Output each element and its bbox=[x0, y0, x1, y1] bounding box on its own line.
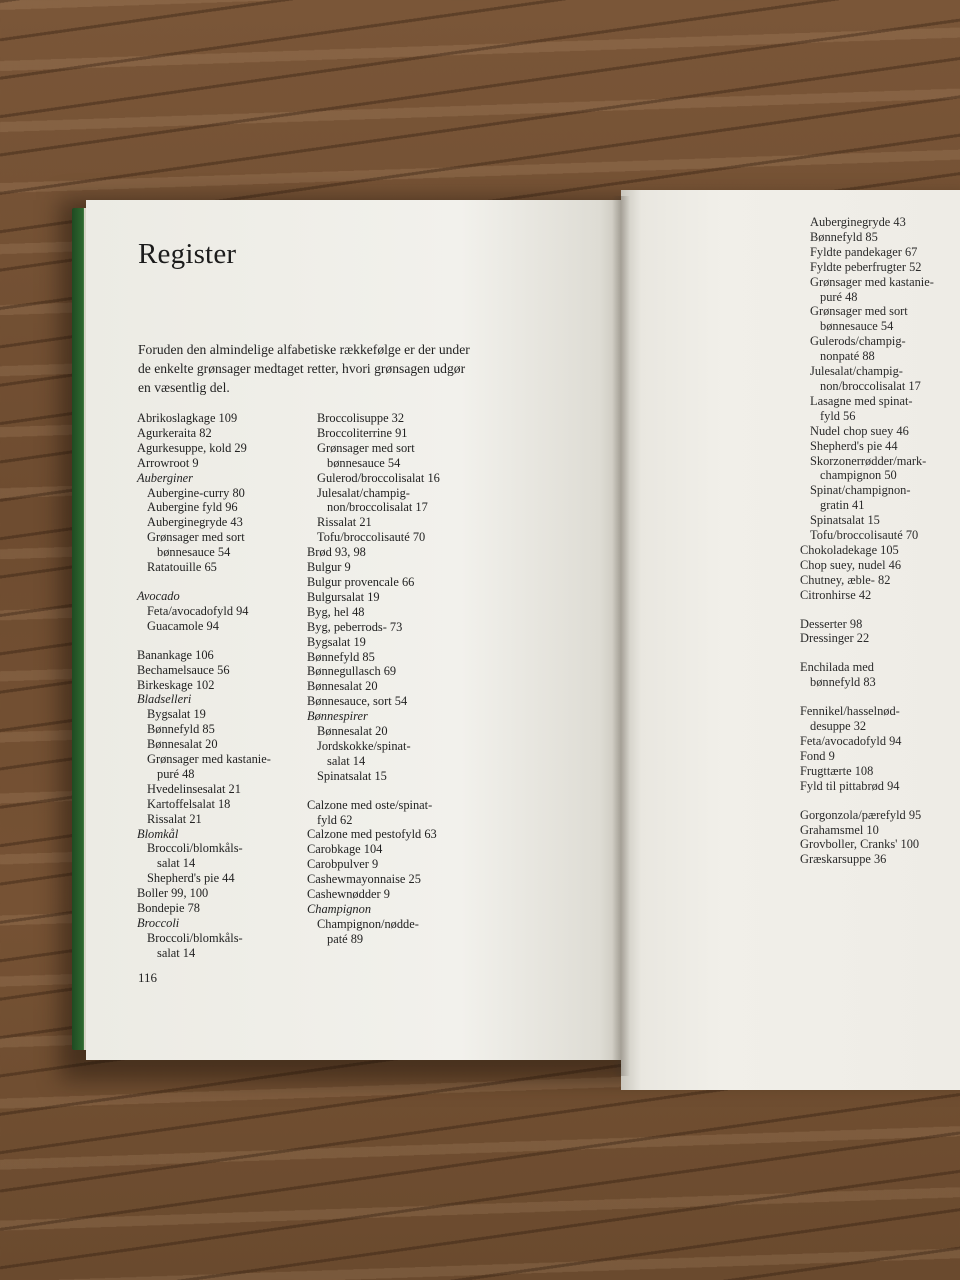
index-heading: Bønnespirer bbox=[307, 709, 368, 724]
index-entry: salat 14 bbox=[327, 753, 366, 768]
index-entry: Desserter 98 bbox=[800, 616, 863, 631]
index-entry: Carobkage 104 bbox=[307, 842, 383, 857]
index-entry: Guacamole 94 bbox=[147, 618, 219, 633]
index-entry: Lasagne med spinat- bbox=[810, 393, 913, 408]
index-entry: Banankage 106 bbox=[137, 647, 214, 662]
index-heading: Champignon bbox=[307, 902, 372, 916]
book-gutter bbox=[612, 196, 630, 1076]
index-entry: Feta/avocadofyld 94 bbox=[147, 603, 249, 618]
index-column-right-page bbox=[800, 215, 960, 867]
index-entry: fyld 62 bbox=[317, 812, 353, 827]
index-entry: Broccoliterrine 91 bbox=[317, 425, 408, 440]
index-spacer bbox=[307, 784, 477, 798]
index-entry: bønnesauce 54 bbox=[327, 455, 401, 470]
index-entry: Bondepie 78 bbox=[137, 901, 200, 916]
index-entry: Fyldte peberfrugter 52 bbox=[810, 259, 922, 274]
index-column-1 bbox=[137, 411, 307, 961]
index-entry: Bønnegullasch 69 bbox=[307, 664, 397, 679]
index-entry: nonpaté 88 bbox=[820, 349, 875, 364]
index-spacer bbox=[800, 603, 960, 617]
index-entry: Fyld til pittabrød 94 bbox=[800, 778, 900, 793]
index-column-2 bbox=[307, 411, 477, 947]
index-entry: champignon 50 bbox=[820, 468, 897, 483]
index-entry: Bulgur 9 bbox=[307, 560, 351, 575]
index-entry: Bønnesauce, sort 54 bbox=[307, 694, 408, 709]
index-heading: Auberginer bbox=[137, 470, 193, 485]
index-entry: Ratatouille 65 bbox=[147, 560, 217, 575]
index-entry: Boller 99, 100 bbox=[137, 886, 209, 901]
index-entry: Grønsager med kastanie- bbox=[810, 274, 934, 289]
index-entry: Aubergine fyld 96 bbox=[147, 500, 238, 515]
index-entry: Shepherd's pie 44 bbox=[810, 438, 898, 453]
index-heading: Avocado bbox=[137, 588, 180, 603]
index-entry: Tofu/broccolisauté 70 bbox=[317, 530, 426, 545]
index-entry: Byg, hel 48 bbox=[307, 604, 365, 619]
index-entry: Nudel chop suey 46 bbox=[810, 423, 909, 438]
index-entry: Bønnesalat 20 bbox=[307, 679, 378, 694]
index-entry: Julesalat/champig- bbox=[317, 485, 410, 500]
index-entry: Champignon/nødde- bbox=[317, 916, 419, 931]
index-entry: non/broccolisalat 17 bbox=[327, 500, 428, 515]
index-entry: non/broccolisalat 17 bbox=[820, 378, 921, 393]
index-entry: Spinatsalat 15 bbox=[317, 768, 387, 783]
index-entry: Chop suey, nudel 46 bbox=[800, 557, 902, 572]
index-heading: Bladselleri bbox=[137, 692, 192, 707]
intro-paragraph: Foruden den almindelige alfabetiske rækkefølge er der under de enkelte grønsager medtaget retter, hvori grønsagen udgør en væsentlig del. bbox=[138, 342, 470, 395]
index-entry: Enchilada med bbox=[800, 660, 874, 675]
index-entry: Gulerod/broccolisalat 16 bbox=[317, 470, 440, 485]
index-entry: Bønnesalat 20 bbox=[147, 737, 218, 752]
index-entry: Feta/avocadofyld 94 bbox=[800, 734, 902, 748]
index-entry: Agurkesuppe, kold 29 bbox=[137, 440, 247, 455]
index-heading: Blomkål bbox=[137, 826, 179, 841]
index-entry: Julesalat/champig- bbox=[810, 364, 903, 379]
index-entry: Frugttærte 108 bbox=[800, 763, 874, 778]
index-entry: Arrowroot 9 bbox=[137, 455, 199, 470]
index-entry: Gulerods/champig- bbox=[810, 334, 906, 349]
index-entry: Tofu/broccolisauté 70 bbox=[810, 528, 919, 543]
index-entry: Citronhirse 42 bbox=[800, 587, 872, 602]
index-spacer bbox=[800, 646, 960, 660]
index-entry: Grønsager med kastanie- bbox=[147, 752, 271, 767]
index-entry: Agurkeraita 82 bbox=[137, 425, 212, 440]
index-entry: Shepherd's pie 44 bbox=[147, 871, 235, 886]
index-entry: Bønnefyld 85 bbox=[307, 649, 375, 664]
index-entry: Gorgonzola/pærefyld 95 bbox=[800, 807, 922, 822]
index-entry: Rissalat 21 bbox=[317, 515, 372, 530]
index-entry: gratin 41 bbox=[820, 498, 865, 513]
index-spacer bbox=[137, 634, 307, 648]
index-entry: Hvedelinsesalat 21 bbox=[147, 781, 241, 796]
index-entry: Bygsalat 19 bbox=[147, 707, 206, 722]
index-entry: Skorzonerrødder/mark- bbox=[810, 453, 927, 468]
index-spacer bbox=[137, 575, 307, 589]
index-entry: Kartoffelsalat 18 bbox=[147, 796, 231, 811]
index-spacer bbox=[800, 690, 960, 704]
index-entry: Fond 9 bbox=[800, 748, 835, 763]
index-entry: Bechamelsauce 56 bbox=[137, 662, 230, 677]
index-entry: Grovboller, Cranks' 100 bbox=[800, 837, 920, 852]
index-entry: Brød 93, 98 bbox=[307, 545, 366, 560]
index-entry: Bønnefyld 85 bbox=[147, 722, 215, 737]
index-entry: Bønnefyld 85 bbox=[810, 229, 878, 244]
index-entry: Broccoli/blomkåls- bbox=[147, 930, 243, 945]
index-entry: Carobpulver 9 bbox=[307, 857, 379, 872]
index-entry: Byg, peberrods- 73 bbox=[307, 619, 403, 634]
page-number: 116 bbox=[138, 970, 158, 985]
index-entry: Grønsager med sort bbox=[317, 440, 415, 455]
index-entry: Fennikel/hasselnød- bbox=[800, 704, 900, 719]
index-spacer bbox=[800, 794, 960, 808]
index-entry: fyld 56 bbox=[820, 408, 856, 423]
index-entry: bønnesauce 54 bbox=[157, 545, 231, 560]
index-entry: Spinat/champignon- bbox=[810, 483, 911, 498]
index-entry: Auberginegryde 43 bbox=[810, 215, 906, 229]
index-entry: bønnefyld 83 bbox=[810, 675, 876, 690]
index-entry: Dressinger 22 bbox=[800, 631, 870, 646]
index-entry: Broccolisuppe 32 bbox=[317, 411, 405, 425]
index-entry: salat 14 bbox=[157, 856, 196, 871]
index-entry: Aubergine-curry 80 bbox=[147, 485, 245, 500]
index-entry: Bygsalat 19 bbox=[307, 634, 366, 649]
index-entry: Cashewnødder 9 bbox=[307, 887, 390, 902]
index-entry: Chutney, æble- 82 bbox=[800, 572, 891, 587]
index-entry: desuppe 32 bbox=[810, 719, 867, 734]
index-entry: puré 48 bbox=[157, 766, 195, 781]
index-entry: Græskarsuppe 36 bbox=[800, 852, 887, 867]
index-heading: Broccoli bbox=[137, 916, 180, 930]
index-entry: Bulgursalat 19 bbox=[307, 589, 380, 604]
index-entry: Birkeskage 102 bbox=[137, 677, 215, 692]
index-entry: Fyldte pandekager 67 bbox=[810, 244, 918, 259]
index-entry: salat 14 bbox=[157, 945, 196, 960]
page-title: Register bbox=[138, 238, 237, 270]
index-entry: paté 89 bbox=[327, 931, 364, 946]
index-entry: Broccoli/blomkåls- bbox=[147, 841, 243, 856]
index-entry: Bønnesalat 20 bbox=[317, 724, 388, 739]
index-entry: Jordskokke/spinat- bbox=[317, 738, 411, 753]
index-entry: Abrikoslagkage 109 bbox=[137, 411, 238, 425]
index-entry: Grahamsmel 10 bbox=[800, 822, 879, 837]
index-entry: Bulgur provencale 66 bbox=[307, 574, 415, 589]
index-entry: Rissalat 21 bbox=[147, 811, 202, 826]
index-entry: Calzone med pestofyld 63 bbox=[307, 827, 437, 842]
index-entry: Calzone med oste/spinat- bbox=[307, 797, 433, 812]
index-entry: Auberginegryde 43 bbox=[147, 515, 243, 530]
index-entry: Grønsager med sort bbox=[810, 304, 908, 319]
index-entry: Chokoladekage 105 bbox=[800, 542, 899, 557]
index-entry: Spinatsalat 15 bbox=[810, 513, 880, 528]
index-entry: puré 48 bbox=[820, 289, 858, 304]
index-entry: Grønsager med sort bbox=[147, 530, 245, 545]
index-entry: bønnesauce 54 bbox=[820, 319, 894, 334]
index-entry: Cashewmayonnaise 25 bbox=[307, 872, 421, 887]
